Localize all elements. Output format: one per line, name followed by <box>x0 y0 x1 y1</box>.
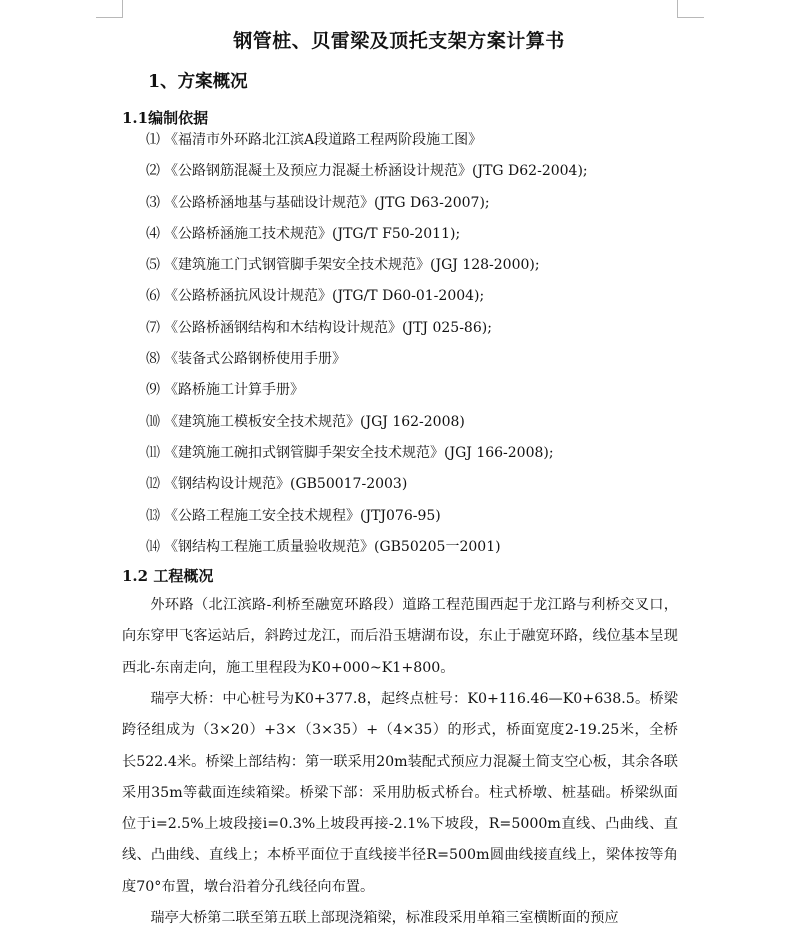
reference-number: ⑽ <box>146 413 160 430</box>
reference-item <box>146 286 588 317</box>
reference-text: 《公路桥涵施工技术规范》(JTG/T F50-2011); <box>164 225 461 242</box>
reference-item <box>146 349 588 380</box>
reference-number: ⑼ <box>146 382 160 399</box>
reference-item <box>146 193 588 224</box>
reference-text: 《建筑施工碗扣式钢管脚手架安全技术规范》(JGJ 166-2008); <box>164 444 554 461</box>
reference-item <box>146 224 588 255</box>
reference-text: 《建筑施工门式钢管脚手架安全技术规范》(JGJ 128-2000); <box>164 257 540 274</box>
reference-text: 《钢结构工程施工质量验收规范》(GB50205一2001) <box>164 538 501 555</box>
reference-item <box>146 412 588 443</box>
body-paragraph-route: 外环路（北江滨路-利桥至融宽环路段）道路工程范围西起于龙江路与利桥交叉口，向东穿甲飞客运站后，斜跨过龙江，而后沿玉塘湖布设，东止于融宽环路，线位基本呈现西北-东南走向，施工里程段为K0+000~K1+800。 <box>122 597 678 676</box>
reference-number: ⑻ <box>146 351 160 368</box>
subsection-heading-basis: 1.1编制依据 <box>122 109 209 127</box>
reference-item <box>146 380 588 411</box>
reference-item <box>146 130 588 161</box>
reference-item <box>146 506 588 537</box>
reference-number: ⑴ <box>146 132 160 148</box>
reference-text: 《公路桥涵抗风设计规范》(JTG/T D60-01-2004); <box>164 288 485 305</box>
reference-item <box>146 255 588 286</box>
reference-item <box>146 537 588 568</box>
reference-number: ⒁ <box>146 538 160 555</box>
reference-text: 《路桥施工计算手册》 <box>164 382 304 399</box>
reference-text: 《装备式公路钢桥使用手册》 <box>164 351 346 368</box>
reference-number: ⑺ <box>146 319 160 336</box>
reference-item <box>146 318 588 349</box>
document-title: 钢管桩、贝雷梁及顶托支架方案计算书 <box>233 30 565 52</box>
reference-number: ⑵ <box>146 163 160 180</box>
reference-text: 《福清市外环路北江滨A段道路工程两阶段施工图》 <box>164 132 483 148</box>
reference-number: ⑹ <box>146 288 160 305</box>
subsection-heading-project-overview: 1.2 工程概况 <box>122 567 214 585</box>
reference-number: ⑸ <box>146 257 160 274</box>
page-corner-mark-left <box>96 0 123 18</box>
reference-item <box>146 443 588 474</box>
reference-text: 《钢结构设计规范》(GB50017-2003) <box>164 476 408 493</box>
reference-item <box>146 161 588 192</box>
body-paragraph-bridge: 瑞亭大桥：中心桩号为K0+377.8，起终点桩号：K0+116.46—K0+638.5。桥梁跨径组成为（3×20）+3×（3×35）+（4×35）的形式，桥面宽度2-19.25米，全桥长522.4米。桥梁上部结构：第一联采用20m装配式预应力混凝土简支空心板，其余各联采用35m等截面连续箱梁。桥梁下部：采用肋板式桥台。柱式桥墩、桩基础。桥梁纵面位于i=2.5%上坡段接i=0.3%上坡段再接-2.1%下坡段，R=5000m直线、凸曲线、直线、凸曲线、直线上；本桥平面位于直线接半径R=500m圆曲线接直线上，梁体按等角度70°布置，墩台沿着分孔线径向布置。 <box>122 691 678 895</box>
reference-number: ⒀ <box>146 507 160 524</box>
body-paragraph-box-girder: 瑞亭大桥第二联至第五联上部现浇箱梁，标准段采用单箱三室横断面的预应 <box>150 910 619 926</box>
reference-list <box>146 130 588 568</box>
reference-number: ⑶ <box>146 194 160 211</box>
reference-text: 《公路工程施工安全技术规程》(JTJ076-95) <box>164 507 441 524</box>
reference-text: 《建筑施工模板安全技术规范》(JGJ 162-2008) <box>164 413 465 430</box>
reference-number: ⑾ <box>146 444 160 461</box>
reference-text: 《公路桥涵地基与基础设计规范》(JTG D63-2007); <box>164 194 490 211</box>
section-heading-overview: 1、方案概况 <box>148 72 248 92</box>
reference-item <box>146 474 588 505</box>
reference-number: ⑷ <box>146 225 160 242</box>
reference-text: 《公路桥涵钢结构和木结构设计规范》(JTJ 025-86); <box>164 319 492 336</box>
reference-number: ⑿ <box>146 476 160 493</box>
page-corner-mark-right <box>677 0 704 18</box>
reference-text: 《公路钢筋混凝土及预应力混凝土桥涵设计规范》(JTG D62-2004); <box>164 163 588 180</box>
